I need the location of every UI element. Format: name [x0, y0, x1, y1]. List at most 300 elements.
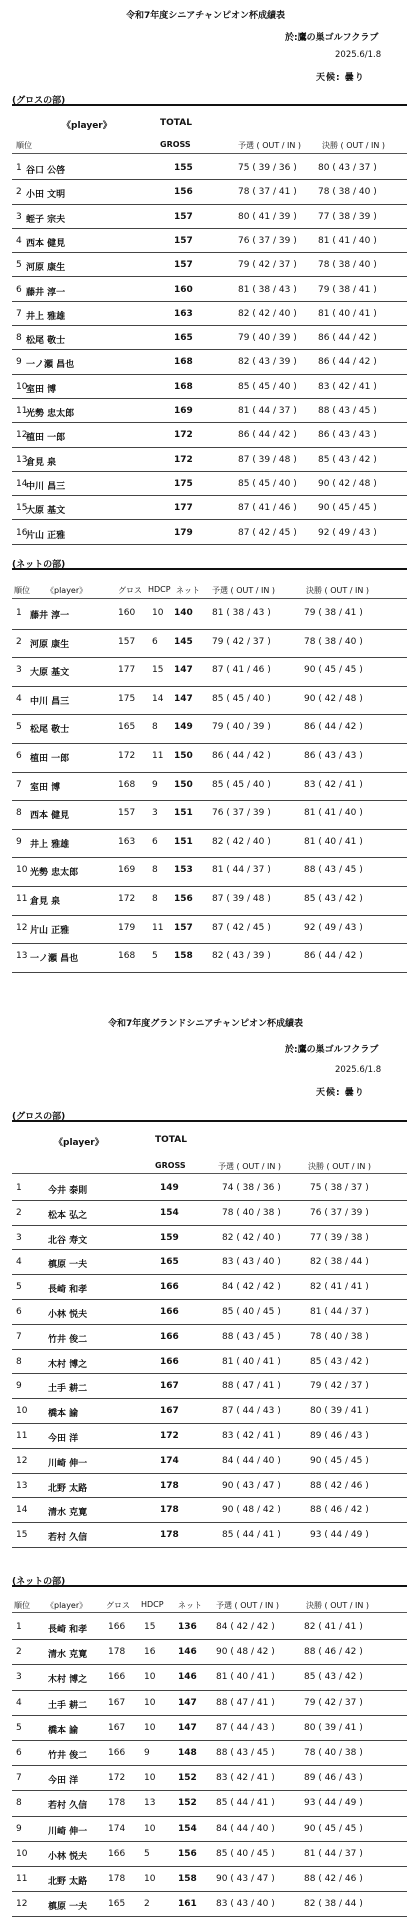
table-row: [12, 1790, 407, 1816]
yosen-cell: 87 ( 39 / 48 ): [212, 894, 271, 904]
rank-cell: 9: [16, 1823, 22, 1834]
yosen-cell: 78 ( 40 / 38 ): [222, 1207, 281, 1218]
gross-cell: 163: [118, 836, 136, 847]
net-cell: 147: [178, 1697, 197, 1708]
grand-title: 令和7年度グランドシニアチャンピオン杯成績表: [108, 1019, 303, 1029]
yosen-cell: 82 ( 43 / 39 ): [212, 951, 271, 962]
gross-cell: 177: [174, 503, 193, 514]
gross-cell: 156: [174, 187, 193, 198]
yosen-cell: 85 ( 40 / 45 ): [216, 1848, 275, 1859]
net-cell: 156: [178, 1848, 197, 1859]
grand-net-yosen-header: 予選 ( OUT / IN ): [216, 1601, 280, 1610]
hdcp-cell: 6: [152, 836, 158, 847]
rank-cell: 4: [16, 693, 22, 704]
table-row: [12, 1690, 407, 1716]
player-name: 竹井 俊二: [48, 1751, 88, 1761]
yosen-cell: 75 ( 39 / 36 ): [238, 163, 297, 173]
kessho-cell: 78 ( 40 / 38 ): [304, 1748, 363, 1758]
yosen-cell: 83 ( 42 / 41 ): [222, 1431, 281, 1441]
rank-cell: 14: [16, 478, 28, 489]
senior-gross-gross-header: GROSS: [160, 140, 191, 149]
kessho-cell: 86 ( 44 / 42 ): [318, 333, 377, 344]
yosen-cell: 88 ( 47 / 41 ): [222, 1381, 281, 1392]
player-name: 室田 博: [26, 384, 57, 395]
kessho-cell: 78 ( 40 / 38 ): [310, 1331, 369, 1342]
player-name: 槙原 一夫: [48, 1260, 88, 1271]
rank-cell: 15: [16, 1530, 28, 1541]
table-row: [12, 1715, 407, 1741]
gross-cell: 178: [108, 1647, 126, 1658]
yosen-cell: 83 ( 43 / 40 ): [216, 1899, 275, 1910]
gross-cell: 166: [160, 1331, 179, 1342]
gross-cell: 178: [160, 1505, 179, 1516]
net-cell: 150: [174, 779, 193, 790]
hdcp-cell: 8: [152, 865, 158, 876]
yosen-cell: 76 ( 37 / 39 ): [212, 808, 271, 819]
kessho-cell: 92 ( 49 / 43 ): [318, 527, 377, 538]
player-name: 長崎 和孝: [48, 1285, 88, 1296]
gross-cell: 157: [174, 211, 193, 222]
kessho-cell: 90 ( 42 / 48 ): [318, 478, 377, 489]
yosen-cell: 88 ( 43 / 45 ): [222, 1331, 281, 1342]
player-name: 橋本 諭: [48, 1725, 79, 1736]
rank-cell: 7: [16, 1773, 22, 1784]
divider: [12, 1612, 407, 1613]
gross-cell: 168: [118, 779, 136, 790]
yosen-cell: 82 ( 42 / 40 ): [212, 836, 271, 847]
gross-cell: 175: [174, 478, 193, 489]
grand-gross-yosen-header: 予選 ( OUT / IN ): [218, 1162, 282, 1171]
senior-date: 2025.6/1.8: [335, 50, 382, 60]
gross-cell: 166: [160, 1356, 179, 1367]
senior-weather: 天候: 曇り: [316, 73, 365, 83]
yosen-cell: 82 ( 42 / 40 ): [238, 308, 297, 319]
gross-cell: 174: [108, 1823, 126, 1834]
player-name: 北野 太路: [48, 1877, 88, 1887]
rank-cell: 10: [16, 381, 28, 392]
player-name: 大原 基文: [26, 506, 66, 517]
table-row: [12, 1349, 407, 1375]
player-name: 川崎 伸一: [48, 1458, 88, 1469]
senior-net-rank-header: 順位: [14, 586, 30, 595]
yosen-cell: 85 ( 45 / 40 ): [212, 779, 271, 790]
table-row: [12, 1816, 407, 1842]
player-name: 槙原 一夫: [48, 1902, 88, 1913]
gross-cell: 178: [108, 1874, 126, 1884]
player-name: 今田 洋: [48, 1776, 79, 1787]
player-name: 松尾 敬士: [30, 725, 70, 736]
hdcp-cell: 15: [152, 665, 164, 676]
net-cell: 151: [174, 808, 193, 819]
grand-net-hdcp-header: HDCP: [141, 1600, 164, 1609]
player-name: 若村 久信: [48, 1801, 88, 1812]
gross-cell: 165: [174, 333, 193, 344]
gross-cell: 160: [174, 284, 193, 295]
player-name: 北谷 寿文: [48, 1235, 88, 1246]
player-name: 松本 弘之: [48, 1210, 88, 1221]
kessho-cell: 90 ( 42 / 48 ): [304, 693, 363, 704]
gross-cell: 172: [174, 454, 193, 465]
rank-cell: 9: [16, 357, 22, 368]
yosen-cell: 90 ( 48 / 42 ): [216, 1647, 275, 1658]
rank-cell: 7: [16, 779, 22, 790]
senior-net-label: (ネットの部): [12, 560, 66, 570]
kessho-cell: 78 ( 38 / 40 ): [304, 636, 363, 647]
player-name: 中川 昌三: [26, 481, 66, 492]
hdcp-cell: 16: [144, 1647, 156, 1658]
grand-gross-gross-header: GROSS: [155, 1161, 186, 1170]
gross-cell: 166: [108, 1848, 126, 1859]
player-name: 室田 博: [30, 782, 61, 793]
net-cell: 161: [178, 1899, 197, 1910]
kessho-cell: 80 ( 39 / 41 ): [304, 1722, 363, 1733]
gross-cell: 172: [108, 1773, 126, 1784]
kessho-cell: 82 ( 38 / 44 ): [304, 1899, 363, 1910]
hdcp-cell: 6: [152, 636, 158, 647]
senior-net-gross-header: グロス: [118, 586, 142, 595]
yosen-cell: 84 ( 42 / 42 ): [222, 1282, 281, 1293]
gross-cell: 172: [160, 1431, 179, 1441]
kessho-cell: 88 ( 43 / 45 ): [318, 406, 377, 416]
rank-cell: 12: [16, 1455, 28, 1466]
table-row: [12, 1398, 407, 1424]
kessho-cell: 81 ( 44 / 37 ): [304, 1848, 363, 1859]
hdcp-cell: 5: [152, 951, 158, 962]
senior-net-kessho-header: 決勝 ( OUT / IN ): [306, 586, 370, 595]
yosen-cell: 85 ( 40 / 45 ): [222, 1307, 281, 1317]
gross-cell: 157: [174, 235, 193, 246]
senior-venue: 於:鷹の巣ゴルフクラブ: [285, 33, 379, 43]
kessho-cell: 92 ( 49 / 43 ): [304, 922, 363, 933]
kessho-cell: 81 ( 44 / 37 ): [310, 1307, 369, 1317]
table-row: [12, 1448, 407, 1474]
kessho-cell: 90 ( 45 / 45 ): [310, 1455, 369, 1466]
rank-cell: 5: [16, 1722, 22, 1733]
player-name: 小林 悦夫: [48, 1851, 88, 1862]
gross-cell: 157: [118, 636, 136, 647]
player-name: 谷口 公啓: [26, 166, 66, 176]
senior-gross-player-header: 《player》: [62, 121, 112, 131]
player-name: 若村 久信: [48, 1533, 88, 1544]
gross-cell: 168: [174, 357, 193, 368]
yosen-cell: 84 ( 44 / 40 ): [222, 1455, 281, 1466]
grand-net-player-header: 《player》: [46, 1601, 88, 1610]
hdcp-cell: 10: [144, 1722, 156, 1733]
player-name: 川崎 伸一: [48, 1826, 88, 1837]
rank-cell: 9: [16, 836, 22, 847]
table-row: [12, 1274, 407, 1300]
net-cell: 148: [178, 1748, 197, 1758]
table-row: [12, 1423, 407, 1449]
senior-gross-total-header: TOTAL: [160, 118, 192, 128]
grand-net-kessho-header: 決勝 ( OUT / IN ): [306, 1601, 370, 1610]
net-cell: 152: [178, 1798, 197, 1809]
kessho-cell: 76 ( 37 / 39 ): [310, 1207, 369, 1218]
senior-gross-yosen-header: 予選 ( OUT / IN ): [238, 141, 302, 150]
player-name: 清水 克寛: [48, 1508, 88, 1519]
player-name: 土手 耕二: [48, 1700, 88, 1711]
net-cell: 156: [174, 894, 193, 904]
player-name: 清水 克寛: [48, 1650, 88, 1661]
rank-cell: 2: [16, 1647, 22, 1658]
kessho-cell: 88 ( 43 / 45 ): [304, 865, 363, 876]
player-name: 松尾 敬士: [26, 336, 66, 347]
rank-cell: 4: [16, 235, 22, 246]
table-row: [12, 1324, 407, 1350]
gross-cell: 166: [108, 1622, 126, 1632]
yosen-cell: 90 ( 48 / 42 ): [222, 1505, 281, 1516]
player-name: 西本 健見: [30, 811, 70, 822]
gross-cell: 167: [108, 1722, 126, 1733]
table-row: [12, 1225, 407, 1251]
hdcp-cell: 10: [144, 1773, 156, 1784]
player-name: 一ノ瀬 昌也: [30, 954, 79, 965]
net-cell: 150: [174, 751, 193, 761]
player-name: 蛭子 宗夫: [26, 214, 66, 225]
kessho-cell: 93 ( 44 / 49 ): [304, 1798, 363, 1809]
net-cell: 151: [174, 836, 193, 847]
senior-gross-rank-header: 順位: [16, 141, 32, 150]
kessho-cell: 77 ( 39 / 38 ): [310, 1232, 369, 1243]
grand-date: 2025.6/1.8: [335, 1065, 382, 1075]
table-row: [12, 1473, 407, 1499]
table-row: [12, 1373, 407, 1399]
table-row: [12, 1614, 407, 1640]
gross-cell: 165: [118, 722, 136, 733]
rank-cell: 3: [16, 1672, 22, 1683]
hdcp-cell: 15: [144, 1622, 156, 1632]
yosen-cell: 85 ( 44 / 41 ): [216, 1798, 275, 1809]
rank-cell: 1: [16, 1183, 22, 1193]
hdcp-cell: 2: [144, 1899, 150, 1910]
yosen-cell: 84 ( 42 / 42 ): [216, 1622, 275, 1632]
yosen-cell: 81 ( 44 / 37 ): [212, 865, 271, 876]
rank-cell: 1: [16, 163, 22, 173]
grand-gross-kessho-header: 決勝 ( OUT / IN ): [308, 1162, 372, 1171]
senior-net-hdcp-header: HDCP: [148, 585, 171, 594]
kessho-cell: 90 ( 45 / 45 ): [304, 1823, 363, 1834]
kessho-cell: 86 ( 44 / 42 ): [318, 357, 377, 368]
net-cell: 147: [174, 693, 193, 704]
kessho-cell: 88 ( 46 / 42 ): [310, 1505, 369, 1516]
kessho-cell: 78 ( 38 / 40 ): [318, 187, 377, 198]
grand-net-rank-header: 順位: [14, 1601, 30, 1610]
gross-cell: 168: [118, 951, 136, 962]
rank-cell: 8: [16, 808, 22, 819]
yosen-cell: 82 ( 42 / 40 ): [222, 1232, 281, 1243]
grand-gross-player-header: 《player》: [54, 1138, 104, 1148]
player-name: 藤井 淳一: [26, 287, 66, 298]
kessho-cell: 85 ( 43 / 42 ): [304, 894, 363, 904]
gross-cell: 174: [160, 1455, 179, 1466]
gross-cell: 154: [160, 1207, 179, 1218]
net-cell: 140: [174, 608, 193, 618]
hdcp-cell: 9: [152, 779, 158, 790]
table-row: [12, 1639, 407, 1665]
kessho-cell: 81 ( 41 / 40 ): [304, 808, 363, 819]
kessho-cell: 82 ( 41 / 41 ): [304, 1622, 363, 1632]
gross-cell: 178: [160, 1530, 179, 1541]
rank-cell: 1: [16, 608, 22, 618]
player-name: 藤井 淳一: [30, 611, 70, 621]
player-name: 西本 健見: [26, 238, 66, 249]
kessho-cell: 80 ( 43 / 37 ): [318, 163, 377, 173]
table-row: [12, 1765, 407, 1791]
gross-cell: 178: [108, 1798, 126, 1809]
player-name: 大原 基文: [30, 668, 70, 679]
table-row: [12, 1200, 407, 1226]
kessho-cell: 88 ( 42 / 46 ): [304, 1874, 363, 1884]
kessho-cell: 79 ( 42 / 37 ): [304, 1697, 363, 1708]
player-name: 土手 耕二: [48, 1384, 88, 1395]
gross-cell: 166: [160, 1282, 179, 1293]
gross-cell: 167: [160, 1381, 179, 1392]
senior-net-yosen-header: 予選 ( OUT / IN ): [212, 586, 276, 595]
player-name: 倉見 泉: [30, 897, 61, 907]
yosen-cell: 81 ( 38 / 43 ): [212, 608, 271, 618]
gross-cell: 172: [118, 894, 136, 904]
rank-cell: 5: [16, 1282, 22, 1293]
gross-cell: 166: [108, 1748, 126, 1758]
yosen-cell: 87 ( 42 / 45 ): [238, 527, 297, 538]
yosen-cell: 85 ( 44 / 41 ): [222, 1530, 281, 1541]
gross-cell: 167: [108, 1697, 126, 1708]
player-name: 今井 泰則: [48, 1186, 88, 1196]
senior-net-player-header: 《player》: [46, 586, 88, 595]
kessho-cell: 82 ( 38 / 44 ): [310, 1257, 369, 1268]
rank-cell: 7: [16, 308, 22, 319]
yosen-cell: 78 ( 37 / 41 ): [238, 187, 297, 198]
rank-cell: 12: [16, 430, 28, 441]
gross-cell: 172: [174, 430, 193, 441]
rank-cell: 2: [16, 1207, 22, 1218]
hdcp-cell: 5: [144, 1848, 150, 1859]
yosen-cell: 87 ( 44 / 43 ): [222, 1406, 281, 1417]
table-row: [12, 1841, 407, 1867]
kessho-cell: 90 ( 45 / 45 ): [318, 503, 377, 514]
rank-cell: 5: [16, 722, 22, 733]
net-cell: 158: [174, 951, 193, 962]
kessho-cell: 78 ( 38 / 40 ): [318, 260, 377, 271]
rank-cell: 7: [16, 1331, 22, 1342]
kessho-cell: 89 ( 46 / 43 ): [310, 1431, 369, 1441]
gross-cell: 167: [160, 1406, 179, 1417]
hdcp-cell: 8: [152, 722, 158, 733]
gross-cell: 166: [160, 1307, 179, 1317]
rank-cell: 3: [16, 211, 22, 222]
rank-cell: 13: [16, 1480, 28, 1491]
player-name: 光勢 忠太郎: [26, 409, 75, 419]
kessho-cell: 80 ( 39 / 41 ): [310, 1406, 369, 1417]
yosen-cell: 87 ( 42 / 45 ): [212, 922, 271, 933]
gross-cell: 157: [174, 260, 193, 271]
rank-cell: 6: [16, 1307, 22, 1317]
player-name: 長崎 和孝: [48, 1625, 88, 1635]
hdcp-cell: 10: [144, 1823, 156, 1834]
rank-cell: 6: [16, 284, 22, 295]
net-cell: 146: [178, 1672, 197, 1683]
yosen-cell: 90 ( 43 / 47 ): [222, 1480, 281, 1491]
player-name: 橋本 諭: [48, 1409, 79, 1420]
kessho-cell: 81 ( 40 / 41 ): [318, 308, 377, 319]
gross-cell: 160: [118, 608, 136, 618]
gross-cell: 169: [118, 865, 136, 876]
yosen-cell: 85 ( 45 / 40 ): [212, 693, 271, 704]
yosen-cell: 87 ( 41 / 46 ): [238, 503, 297, 514]
yosen-cell: 79 ( 40 / 39 ): [238, 333, 297, 344]
rank-cell: 12: [16, 922, 28, 933]
hdcp-cell: 9: [144, 1748, 150, 1758]
player-name: 北野 太路: [48, 1483, 88, 1494]
yosen-cell: 79 ( 40 / 39 ): [212, 722, 271, 733]
yosen-cell: 81 ( 38 / 43 ): [238, 284, 297, 295]
table-row: [12, 1740, 407, 1766]
player-name: 今田 洋: [48, 1434, 79, 1444]
rank-cell: 11: [16, 1874, 28, 1884]
player-name: 井上 雅雄: [26, 311, 66, 322]
player-name: 片山 正雅: [26, 530, 66, 541]
yosen-cell: 87 ( 41 / 46 ): [212, 665, 271, 676]
player-name: 河原 康生: [26, 263, 66, 274]
yosen-cell: 80 ( 41 / 39 ): [238, 211, 297, 222]
gross-cell: 163: [174, 308, 193, 319]
hdcp-cell: 10: [144, 1874, 156, 1884]
player-name: 小田 文明: [26, 190, 66, 201]
player-name: 木村 博之: [48, 1359, 88, 1370]
rank-cell: 16: [16, 527, 28, 538]
kessho-cell: 90 ( 45 / 45 ): [304, 665, 363, 676]
net-cell: 136: [178, 1622, 197, 1632]
gross-cell: 178: [160, 1480, 179, 1491]
kessho-cell: 83 ( 42 / 41 ): [304, 779, 363, 790]
kessho-cell: 77 ( 38 / 39 ): [318, 211, 377, 222]
yosen-cell: 81 ( 40 / 41 ): [216, 1672, 275, 1683]
yosen-cell: 86 ( 44 / 42 ): [238, 430, 297, 441]
hdcp-cell: 10: [144, 1697, 156, 1708]
kessho-cell: 89 ( 46 / 43 ): [304, 1773, 363, 1784]
rank-cell: 10: [16, 1848, 28, 1859]
table-row: [12, 1891, 407, 1917]
player-name: 竹井 俊二: [48, 1334, 88, 1345]
yosen-cell: 86 ( 44 / 42 ): [212, 751, 271, 761]
senior-net-net-header: ネット: [176, 586, 200, 595]
player-name: 倉見 泉: [26, 457, 57, 468]
rank-cell: 11: [16, 1431, 28, 1441]
rank-cell: 2: [16, 636, 22, 647]
net-cell: 152: [178, 1773, 197, 1784]
rank-cell: 11: [16, 406, 28, 416]
rank-cell: 3: [16, 1232, 22, 1243]
yosen-cell: 87 ( 39 / 48 ): [238, 454, 297, 465]
kessho-cell: 75 ( 38 / 37 ): [310, 1183, 369, 1193]
kessho-cell: 79 ( 38 / 41 ): [318, 284, 377, 295]
divider: [12, 1120, 407, 1122]
rank-cell: 2: [16, 187, 22, 198]
senior-gross-kessho-header: 決勝 ( OUT / IN ): [322, 141, 386, 150]
yosen-cell: 88 ( 43 / 45 ): [216, 1748, 275, 1758]
net-cell: 147: [174, 665, 193, 676]
rank-cell: 15: [16, 503, 28, 514]
hdcp-cell: 11: [152, 751, 164, 761]
player-name: 片山 正雅: [30, 925, 70, 936]
net-cell: 153: [174, 865, 193, 876]
divider: [12, 1585, 407, 1587]
net-cell: 157: [174, 922, 193, 933]
table-row: [12, 1664, 407, 1690]
rank-cell: 13: [16, 454, 28, 465]
gross-cell: 179: [118, 922, 136, 933]
rank-cell: 10: [16, 1406, 28, 1417]
